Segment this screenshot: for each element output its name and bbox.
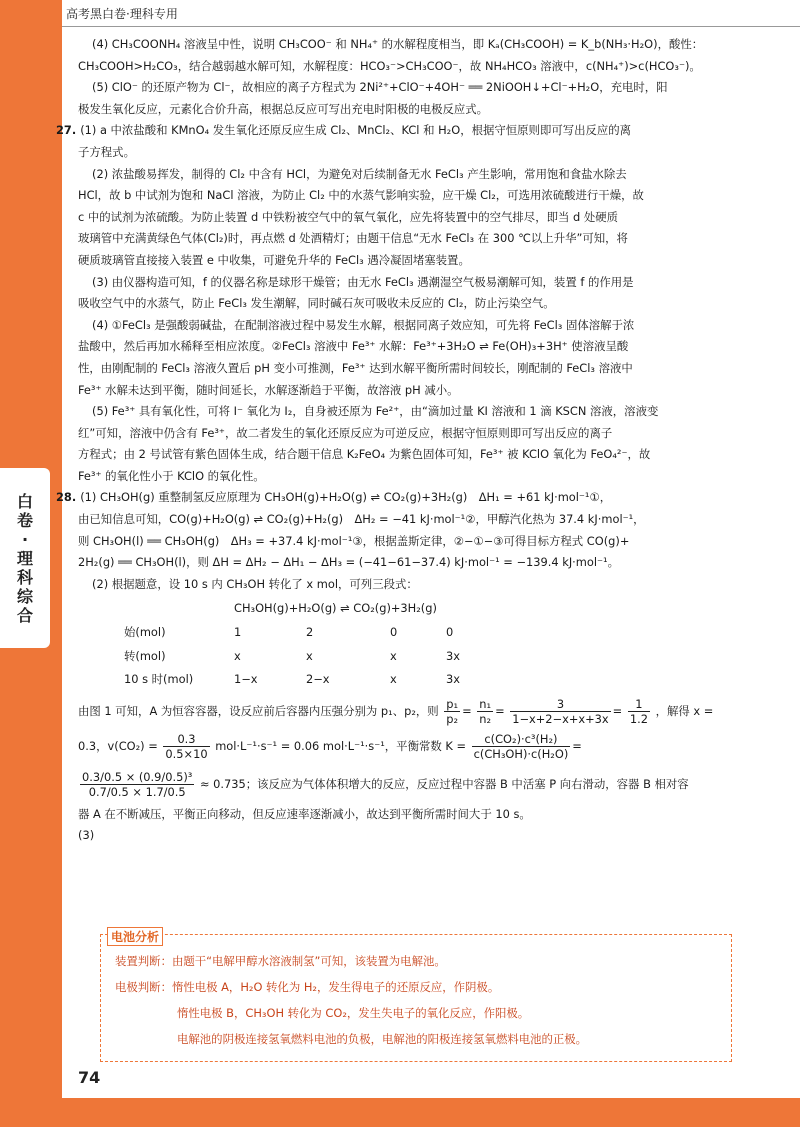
frac-num: p₁	[446, 696, 459, 711]
q27-p4-line4: Fe³⁺ 水解未达到平衡，随时间延长，水解逐渐趋于平衡，故溶液 pH 减小。	[78, 382, 459, 397]
ice-equation-row	[124, 597, 486, 621]
analysis-line-device: 装置判断：由题干“电解甲醇水溶液制氢”可知，该装置为电解池。	[115, 954, 446, 968]
q28-p4-line: 0.3，v(CO₂) = $\frac{0.3}{0.5\times 10}$ mol·L⁻¹·s⁻¹ = 0.06 mol·L⁻¹·s⁻¹，平衡常数 K = $\frac{\text{c(CO₂)·c³(H₂)}}{\text{c(CH₃OH)·c(H₂O)}}$ =	[78, 731, 582, 761]
ice-cell: 1	[234, 625, 242, 640]
fraction-moles	[510, 697, 610, 726]
frac-num: n₁	[479, 696, 492, 711]
answer-content	[56, 34, 782, 847]
ice-cell: 1−x	[234, 672, 258, 687]
q27-p1-line1-text: (1) a 中浓盐酸和 KMnO₄ 发生氧化还原反应生成 Cl₂、MnCl₂、KCl 和 H₂O，根据守恒原则即可写出反应的离	[80, 123, 632, 138]
q27-p3-line1: (3) 由仪器构造可知，f 的仪器名称是球形干燥管；由无水 FeCl₃ 遇潮湿空气极易潮解可知，装置 f 的作用是	[92, 274, 634, 289]
q27-p5-line2: 红”可知，溶液中仍含有 Fe³⁺，故二者发生的氧化还原反应为可逆反应，根据守恒原则即可写出反应的离子	[78, 425, 613, 440]
ice-row	[124, 645, 486, 669]
q27-p5-line4: Fe³⁺ 的氧化性小于 KClO 的氧化性。	[78, 468, 265, 483]
side-tab-char: 科	[16, 567, 33, 587]
frac-num: c(CO₂)·c³(H₂)	[472, 732, 571, 747]
q27-p2-line1: (2) 浓盐酸易挥发，制得的 Cl₂ 中含有 HCl，为避免对后续制备无水 FeCl₃ 产生影响，常用饱和食盐水除去	[92, 166, 627, 181]
frac-den: c(CH₃OH)·c(H₂O)	[473, 746, 569, 761]
q27-p5-line3: 方程式；由 2 号试管有紫色固体生成，结合题干信息 K₂FeO₄ 为紫色固体可知，Fe³⁺ 被 KClO 氧化为 FeO₄²⁻，故	[78, 447, 651, 462]
q28-p2-line1: (2) 根据题意，设 10 s 内 CH₃OH 转化了 x mol，可列三段式：	[92, 576, 418, 591]
q28-p5-line	[78, 764, 782, 804]
side-tab-char: 卷	[16, 510, 33, 530]
q27-p2-line2: HCl，故 b 中试剂为饱和 NaCl 溶液，为防止 Cl₂ 中的水蒸气影响实验，应干燥 Cl₂，可选用浓硫酸进行干燥，故	[78, 188, 644, 203]
ice-equation: CH₃OH(g)+H₂O(g) ⇌ CO₂(g)+3H₂(g)	[234, 601, 437, 616]
q27-p2-line3: c 中的试剂为浓硫酸。为防止装置 d 中铁粉被空气中的氧气氧化，应先将装置中的空气排尽，即当 d 处硬质	[78, 209, 619, 224]
fraction-n	[477, 697, 493, 726]
fraction-k	[472, 732, 571, 761]
side-tab-char: ·	[21, 529, 29, 549]
bottom-color-bar	[0, 1098, 800, 1127]
page-header	[62, 0, 800, 27]
q27-p4-line2: 盐酸中，然后再加水稀释至相应浓度。②FeCl₃ 溶液中 Fe³⁺ 水解：Fe³⁺+3H₂O ⇌ Fe(OH)₃+3H⁺ 使溶液呈酸	[78, 339, 629, 354]
q28-p3-line: 由图 1 可知，A 为恒容容器，设反应前后容器内压强分别为 p₁、p₂，则 $\frac{\text{p₁}}{\text{p₂}}$ = $\frac{\text{n₁}}{\text{n₂}}$ = $\frac{3}{1-x+2-x+x+3x}$ = $\frac{1}{1.2}$ ，解得 x =	[78, 696, 714, 726]
ice-cell: x	[306, 648, 313, 663]
frac-den: n₂	[479, 711, 492, 726]
q28-number: 28.	[56, 490, 77, 505]
q27-p4-line3: 性，由刚配制的 FeCl₃ 溶液久置后 pH 变小可推测，Fe³⁺ 达到水解平衡所需时间较长，刚配制的 FeCl₃ 溶液中	[78, 360, 633, 375]
q27-p3-line2: 吸收空气中的水蒸气，防止 FeCl₃ 发生潮解，同时碱石灰可吸收未反应的 Cl₂，防止污染空气。	[78, 296, 555, 311]
analysis-line-electrode-b: 惰性电极 B，CH₃OH 转化为 CO₂，发生失电子的氧化反应，作阳极。	[177, 1006, 530, 1020]
fraction-p	[444, 697, 460, 726]
q27-p2-line5: 硬质玻璃管直接接入装置 e 中收集，可避免升华的 FeCl₃ 遇冷凝固堵塞装置。	[78, 252, 470, 267]
ice-label-blank	[124, 597, 234, 621]
ice-row	[124, 621, 486, 645]
ice-row-label: 转(mol)	[124, 648, 166, 663]
q27-p4-line1: (4) ①FeCl₃ 是强酸弱碱盐，在配制溶液过程中易发生水解，根据同离子效应知，可先将 FeCl₃ 固体溶解于浓	[92, 317, 635, 332]
ice-cell: x	[234, 648, 241, 663]
ice-cell: 3x	[446, 648, 460, 663]
q26-p5-line2: 极发生氧化反应，元素化合价升高，根据总反应可写出充电时阳极的电极反应式。	[78, 101, 489, 116]
q28-p4-text-a: 0.3，v(CO₂) =	[78, 738, 158, 753]
q28-p7-line: (3)	[78, 828, 95, 843]
ice-row-label: 10 s 时(mol)	[124, 672, 194, 687]
fraction-rate	[163, 732, 209, 761]
side-tab-char: 综	[16, 586, 33, 606]
ice-cell: x	[390, 672, 397, 687]
frac-den: 1−x+2−x+x+3x	[512, 711, 609, 726]
fraction-k-value	[80, 770, 194, 799]
q27-p1-line1	[56, 120, 782, 142]
side-section-tab	[0, 468, 50, 648]
ice-cell: 2−x	[306, 672, 330, 687]
q28-p3-text-b: ，解得 x =	[655, 703, 714, 718]
side-tab-char: 白	[16, 491, 33, 511]
q27-p5-line1: (5) Fe³⁺ 具有氧化性，可将 I⁻ 氧化为 I₂，自身被还原为 Fe²⁺，由“滴加过量 KI 溶液和 1 滴 KSCN 溶液，溶液变	[92, 404, 659, 419]
side-tab-char: 合	[16, 605, 33, 625]
page-number: 74	[78, 1068, 101, 1087]
q26-p5-line1: (5) ClO⁻ 的还原产物为 Cl⁻，故相应的离子方程式为 2Ni²⁺+ClO⁻+4OH⁻ ══ 2NiOOH↓+Cl⁻+H₂O，充电时，阳	[92, 80, 668, 95]
q27-p2-line4: 玻璃管中充满黄绿色气体(Cl₂)时，再点燃 d 处酒精灯；由题干信息“无水 FeCl₃ 在 300 ℃以上升华”可知，将	[78, 231, 628, 246]
ice-table	[124, 597, 486, 691]
q28-p1-line4: 2H₂(g) ══ CH₃OH(l)，则 ΔH = ΔH₂ − ΔH₁ − ΔH₃ = (−41−61−37.4) kJ·mol⁻¹ = −139.4 kJ·mol⁻¹。	[78, 555, 620, 570]
frac-num: 0.3/0.5 × (0.9/0.5)³	[82, 769, 193, 784]
frac-num: 1	[628, 697, 650, 712]
q28-p1-line3: 则 CH₃OH(l) ══ CH₃OH(g) ΔH₃ = +37.4 kJ·mol⁻¹③，根据盖斯定律，②−①−③可得目标方程式 CO(g)+	[78, 533, 630, 548]
frac-den: p₂	[446, 711, 459, 726]
ice-cell: 2	[306, 625, 314, 640]
header-title: 高考黑白卷·理科专用	[66, 7, 178, 21]
q28-p5-text: ≈ 0.735；该反应为气体体积增大的反应，反应过程中容器 B 中活塞 P 向右滑动，容器 B 相对容	[200, 776, 689, 791]
q28-p3-text-a: 由图 1 可知，A 为恒容容器，设反应前后容器内压强分别为 p₁、p₂，则	[78, 703, 439, 718]
frac-num: 0.3	[163, 732, 209, 747]
q26-p4-line1: (4) CH₃COONH₄ 溶液呈中性，说明 CH₃COO⁻ 和 NH₄⁺ 的水解程度相当，即 Kₐ(CH₃COOH) = K_b(NH₃·H₂O)，酸性：	[92, 37, 704, 51]
ice-row-label: 始(mol)	[124, 625, 166, 640]
frac-den: 0.5×10	[165, 746, 208, 761]
frac-den: 1.2	[629, 711, 648, 726]
ice-cell: 0	[390, 625, 398, 640]
side-tab-char: 理	[16, 548, 33, 568]
ice-cell: 3x	[446, 672, 460, 687]
battery-analysis-box	[100, 930, 732, 1062]
q28-p1-line2: 由已知信息可知，CO(g)+H₂O(g) ⇌ CO₂(g)+H₂(g) ΔH₂ = −41 kJ·mol⁻¹②，甲醇汽化热为 37.4 kJ·mol⁻¹，	[78, 512, 645, 527]
q28-p1-line1	[56, 487, 782, 509]
frac-num: 3	[510, 697, 610, 712]
ice-row	[124, 668, 486, 692]
q28-p4-text-b: mol·L⁻¹·s⁻¹ = 0.06 mol·L⁻¹·s⁻¹，平衡常数 K =	[215, 738, 466, 753]
q26-p4-line2: CH₃COOH>H₂CO₃，结合越弱越水解可知，水解程度：HCO₃⁻>CH₃COO⁻，故 NH₄HCO₃ 溶液中，c(NH₄⁺)>c(HCO₃⁻)。	[78, 58, 701, 73]
q27-number: 27.	[56, 123, 77, 138]
fraction-ratio	[628, 697, 650, 726]
analysis-box-title: 电池分析	[107, 927, 163, 946]
q28-p1-line1-text: (1) CH₃OH(g) 重整制氢反应原理为 CH₃OH(g)+H₂O(g) ⇌ CO₂(g)+3H₂(g) ΔH₁ = +61 kJ·mol⁻¹①，	[80, 490, 612, 505]
q27-p1-line2: 子方程式。	[78, 144, 135, 159]
ice-cell: x	[390, 648, 397, 663]
analysis-line-electrode-a: 电极判断：惰性电极 A，H₂O 转化为 H₂，发生得电子的还原反应，作阴极。	[115, 980, 500, 994]
q28-p6-line: 器 A 在不断减压，平衡正向移动，但反应速率逐渐减小，故达到平衡所需时间大于 10 s。	[78, 806, 531, 821]
ice-cell: 0	[446, 625, 454, 640]
analysis-line-connection: 电解池的阴极连接氢氧燃料电池的负极，电解池的阳极连接氢氧燃料电池的正极。	[177, 1032, 588, 1046]
frac-den: 0.7/0.5 × 1.7/0.5	[88, 784, 186, 799]
